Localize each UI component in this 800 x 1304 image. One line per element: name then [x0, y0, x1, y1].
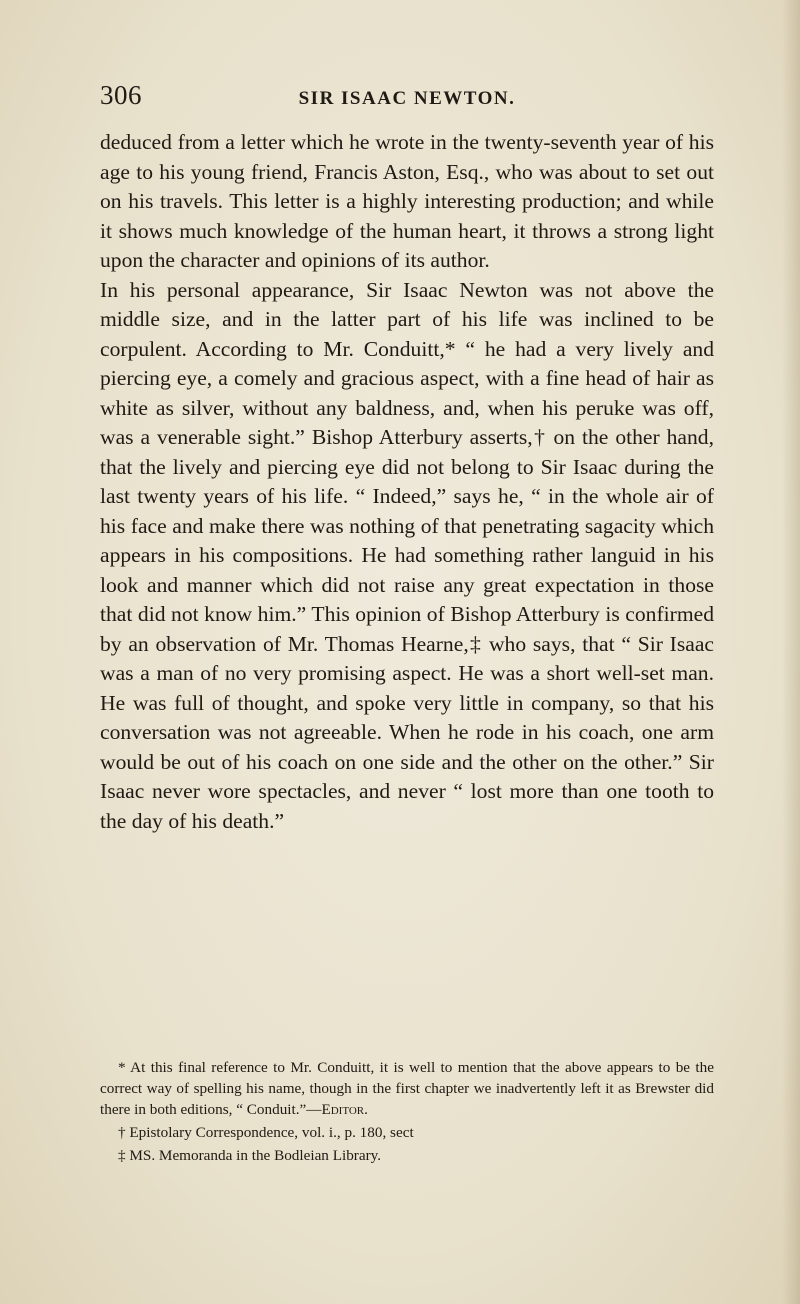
- footnote-1-signature: Editor.: [321, 1101, 368, 1118]
- running-head: SIR ISAAC NEWTON.: [298, 88, 516, 109]
- body-text: [100, 128, 714, 836]
- paragraph-1: deduced from a letter which he wrote in the twenty-seventh year of his age to his young friend, Francis Aston, Esq., who was about to set out on his travels. This letter is a highly interesting production; and while it shows much knowledge of the human heart, it throws a strong light upon the character and opinions of its author.: [100, 130, 714, 272]
- footnote-1: [100, 1057, 714, 1120]
- page-edge-shadow: [782, 0, 800, 1304]
- footnote-1-text: * At this final reference to Mr. Conduitt, it is well to mention that the above appears to be the correct way of spelling his name, though in the first chapter we inadvertently left it as Brewster did there in both editions, “ Conduit.”—: [100, 1059, 714, 1118]
- paragraph-2: In his personal appearance, Sir Isaac Newton was not above the middle size, and in the latter part of his life was inclined to be corpulent. According to Mr. Conduitt,* “ he had a very lively and piercing eye, a comely and gracious aspect, with a fine head of hair as white as silver, without any baldness, and, when his peruke was off, was a venerable sight.” Bishop Atterbury asserts,† on the other hand, that the lively and piercing eye did not belong to Sir Isaac during the last twenty years of his life. “ Indeed,” says he, “ in the whole air of his face and make there was nothing of that penetrating sagacity which appears in his compositions. He had something rather languid in his look and manner which did not raise any great expectation in those that did not know him.” This opinion of Bishop Atterbury is confirmed by an observation of Mr. Thomas Hearne,‡ who says, that “ Sir Isaac was a man of no very promising aspect. He was a short well-set man. He was full of thought, and spoke very little in company, so that his conversation was not agreeable. When he rode in his coach, one arm would be out of his coach on one side and the other on the other.” Sir Isaac never wore spectacles, and never “ lost more than one tooth to the day of his death.”: [100, 277, 714, 833]
- footnotes: [100, 1057, 714, 1168]
- page-number: 306: [100, 80, 142, 110]
- footnote-3: ‡ MS. Memoranda in the Bodleian Library.: [118, 1147, 382, 1164]
- page-header: [100, 80, 714, 120]
- footnote-2: † Epistolary Correspondence, vol. i., p. 180, sect: [118, 1124, 414, 1141]
